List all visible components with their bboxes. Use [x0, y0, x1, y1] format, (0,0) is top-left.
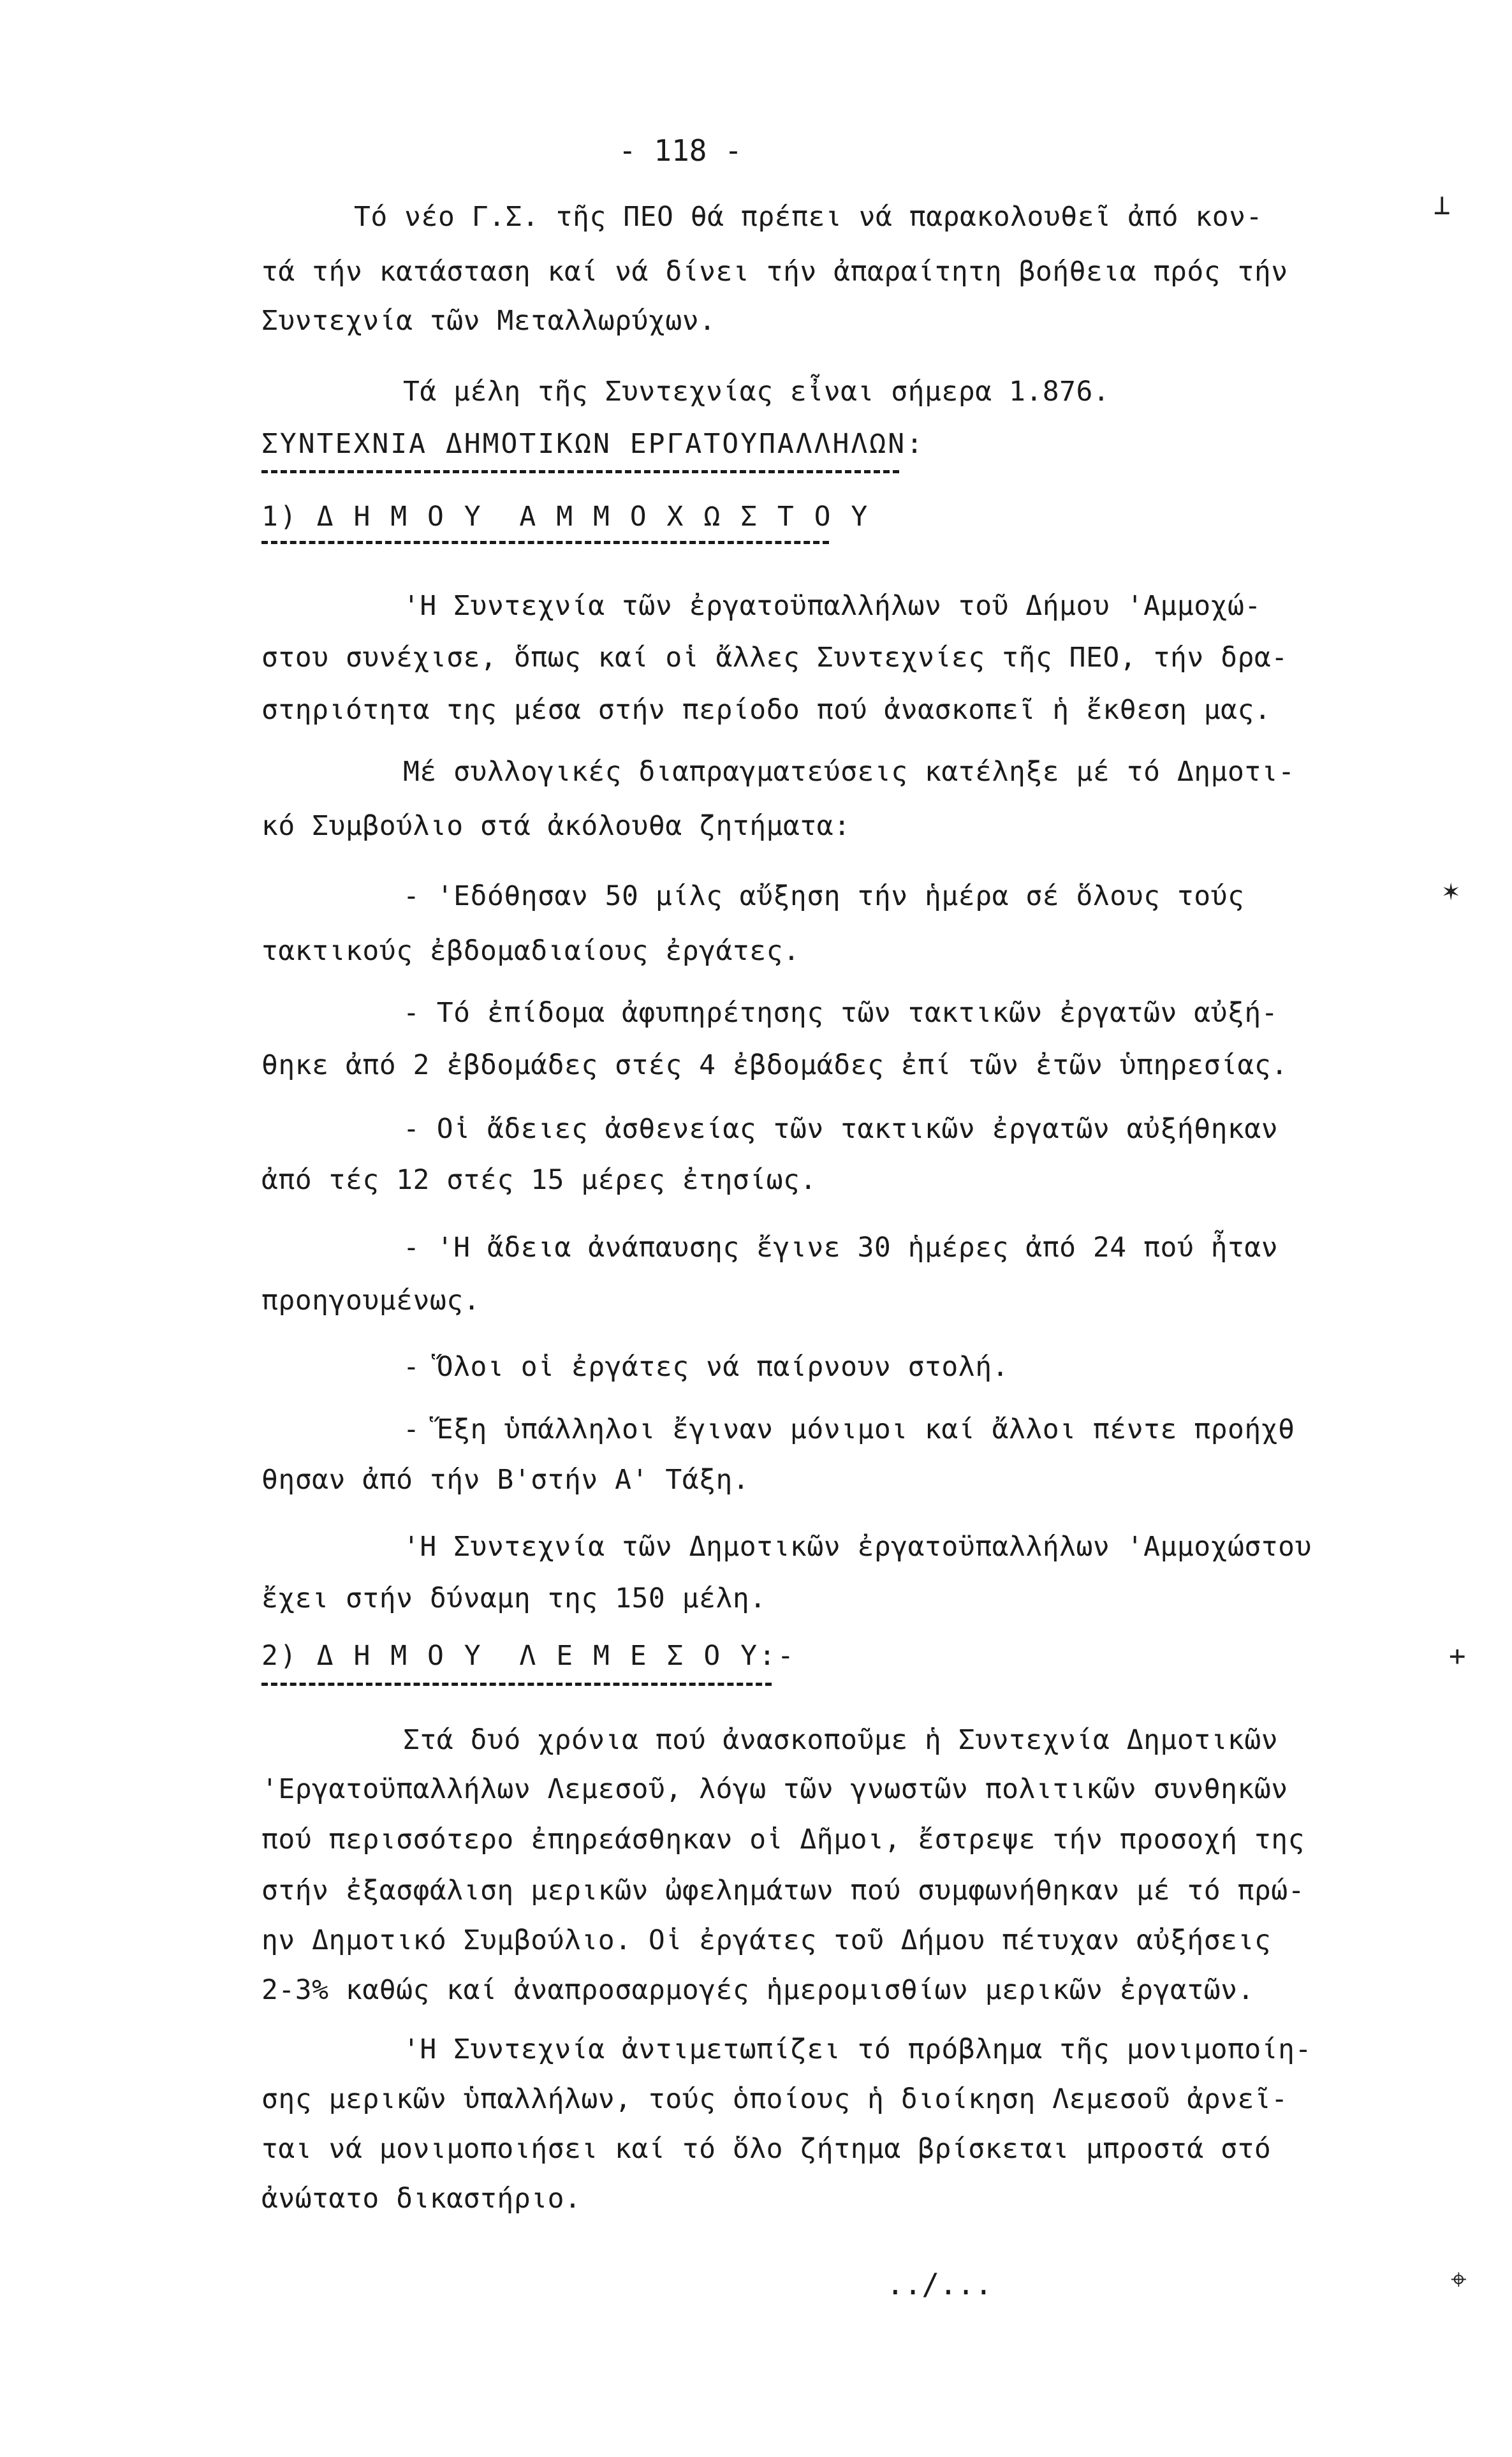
- sub2-para1-line2: 'Εργατοϋπαλλήλων Λεμεσοῦ, λόγω τῶν γνωστῶν πολιτικῶν συνθηκῶν: [261, 1773, 1288, 1805]
- subsection-1-underline: [261, 541, 829, 544]
- sub1-bullet3-line1: - Οἱ ἄδειες ἀσθενείας τῶν τακτικῶν ἐργατῶν αὐξήθηκαν: [403, 1113, 1279, 1145]
- sub1-para3-line2: ἔχει στήν δύναμη της 150 μέλη.: [261, 1583, 767, 1614]
- subsection-2-underline: [261, 1683, 772, 1686]
- sub2-para1-line5: ην Δημοτικό Συμβούλιο. Οἱ ἐργάτες τοῦ Δήμου πέτυχαν αὐξήσεις: [261, 1924, 1272, 1956]
- sub2-para1-line3: πού περισσότερο ἐπηρεάσθηκαν οἱ Δῆμοι, ἔστρεψε τήν προσοχή της: [261, 1824, 1305, 1856]
- sub1-bullet6-line1: - Ἕξη ὑπάλληλοι ἔγιναν μόνιμοι καί ἄλλοι πέντε προήχθ: [403, 1413, 1295, 1445]
- sub2-para2-line2: σης μερικῶν ὑπαλλήλων, τούς ὁποίους ἡ διοίκηση Λεμεσοῦ ἀρνεῖ-: [261, 2083, 1288, 2115]
- sub2-para1-line1: Στά δυό χρόνια πού ἀνασκοποῦμε ἡ Συντεχνία Δημοτικῶν: [403, 1724, 1279, 1756]
- sub2-para2-line4: ἀνώτατο δικαστήριο.: [261, 2183, 582, 2215]
- sub1-bullet4-line2: προηγουμένως.: [261, 1285, 481, 1317]
- intro-line-1: Τό νέο Γ.Σ. τῆς ΠΕΟ θά πρέπει νά παρακολουθεῖ ἀπό κον-: [354, 201, 1263, 233]
- registration-mark-top-right: ⊥: [1434, 189, 1451, 221]
- sub1-bullet2-line2: θηκε ἀπό 2 ἐβδομάδες στές 4 ἐβδομάδες ἐπί τῶν ἐτῶν ὑπηρεσίας.: [261, 1049, 1288, 1081]
- subsection-1-heading: 1) Δ Η Μ Ο Υ Α Μ Μ Ο Χ Ω Σ Τ Ο Υ: [261, 501, 870, 533]
- continuation-marker: ../...: [886, 2267, 993, 2301]
- page-number: - 118 -: [619, 133, 742, 168]
- registration-mark-right-lower: ⌖: [1451, 2263, 1467, 2296]
- registration-mark-right-upper: ✶: [1442, 874, 1460, 907]
- section-heading-underline: [261, 470, 899, 473]
- sub1-bullet3-line2: ἀπό τές 12 στές 15 μέρες ἐτησίως.: [261, 1164, 817, 1196]
- sub1-para1-line2: στου συνέχισε, ὅπως καί οἱ ἄλλες Συντεχνίες τῆς ΠΕΟ, τήν δρα-: [261, 642, 1288, 674]
- sub1-para2-line1: Μέ συλλογικές διαπραγματεύσεις κατέληξε μέ τό Δημοτι-: [403, 756, 1295, 788]
- sub1-para2-line2: κό Συμβούλιο στά ἀκόλουθα ζητήματα:: [261, 810, 851, 842]
- sub1-bullet1-line2: τακτικούς ἐβδομαδιαίους ἐργάτες.: [261, 935, 800, 967]
- sub1-para3-line1: 'Η Συντεχνία τῶν Δημοτικῶν ἐργατοϋπαλλήλων 'Αμμοχώστου: [403, 1531, 1312, 1563]
- sub2-para2-line1: 'Η Συντεχνία ἀντιμετωπίζει τό πρόβλημα τῆς μονιμοποίη-: [403, 2033, 1312, 2065]
- sub2-para2-line3: ται νά μονιμοποιήσει καί τό ὅλο ζήτημα βρίσκεται μπροστά στό: [261, 2133, 1272, 2165]
- sub1-para1-line1: 'Η Συντεχνία τῶν ἐργατοϋπαλλήλων τοῦ Δήμου 'Αμμοχώ-: [403, 590, 1261, 622]
- intro-line-2: τά τήν κατάσταση καί νά δίνει τήν ἀπαραίτητη βοήθεια πρός τήν: [261, 256, 1288, 288]
- sub1-bullet6-line2: θησαν ἀπό τήν Β'στήν Α' Τάξη.: [261, 1464, 750, 1496]
- sub1-bullet4-line1: - 'Η ἄδεια ἀνάπαυσης ἔγινε 30 ἡμέρες ἀπό 24 πού ἦταν: [403, 1232, 1279, 1264]
- sub2-para1-line6: 2-3% καθώς καί ἀναπροσαρμογές ἡμερομισθίων μερικῶν ἐργατῶν.: [261, 1974, 1254, 2006]
- sub1-bullet2-line1: - Τό ἐπίδομα ἀφυπηρέτησης τῶν τακτικῶν ἐργατῶν αὐξή-: [403, 997, 1279, 1029]
- sub1-bullet5-line1: - Ὅλοι οἱ ἐργάτες νά παίρνουν στολή.: [403, 1351, 1009, 1383]
- registration-mark-right-middle: +: [1449, 1640, 1466, 1672]
- sub1-bullet1-line1: - 'Εδόθησαν 50 μίλς αὔξηση τήν ἡμέρα σέ ὅλους τούς: [403, 880, 1245, 912]
- subsection-2-heading: 2) Δ Η Μ Ο Υ Λ Ε Μ Ε Σ Ο Υ:-: [261, 1640, 796, 1672]
- intro-line-3: Συντεχνία τῶν Μεταλλωρύχων.: [261, 305, 716, 337]
- members-count-text: Τά μέλη τῆς Συντεχνίας εἶναι σήμερα 1.876.: [403, 376, 1110, 408]
- sub1-para1-line3: στηριότητα της μέσα στήν περίοδο πού ἀνασκοπεῖ ἡ ἔκθεση μας.: [261, 694, 1272, 726]
- section-heading: ΣΥΝΤΕΧΝΙΑ ΔΗΜΟΤΙΚΩΝ ΕΡΓΑΤΟΥΠΑΛΛΗΛΩΝ:: [261, 428, 925, 460]
- sub2-para1-line4: στήν ἐξασφάλιση μερικῶν ὠφελημάτων πού συμφωνήθηκαν μέ τό πρώ-: [261, 1875, 1305, 1907]
